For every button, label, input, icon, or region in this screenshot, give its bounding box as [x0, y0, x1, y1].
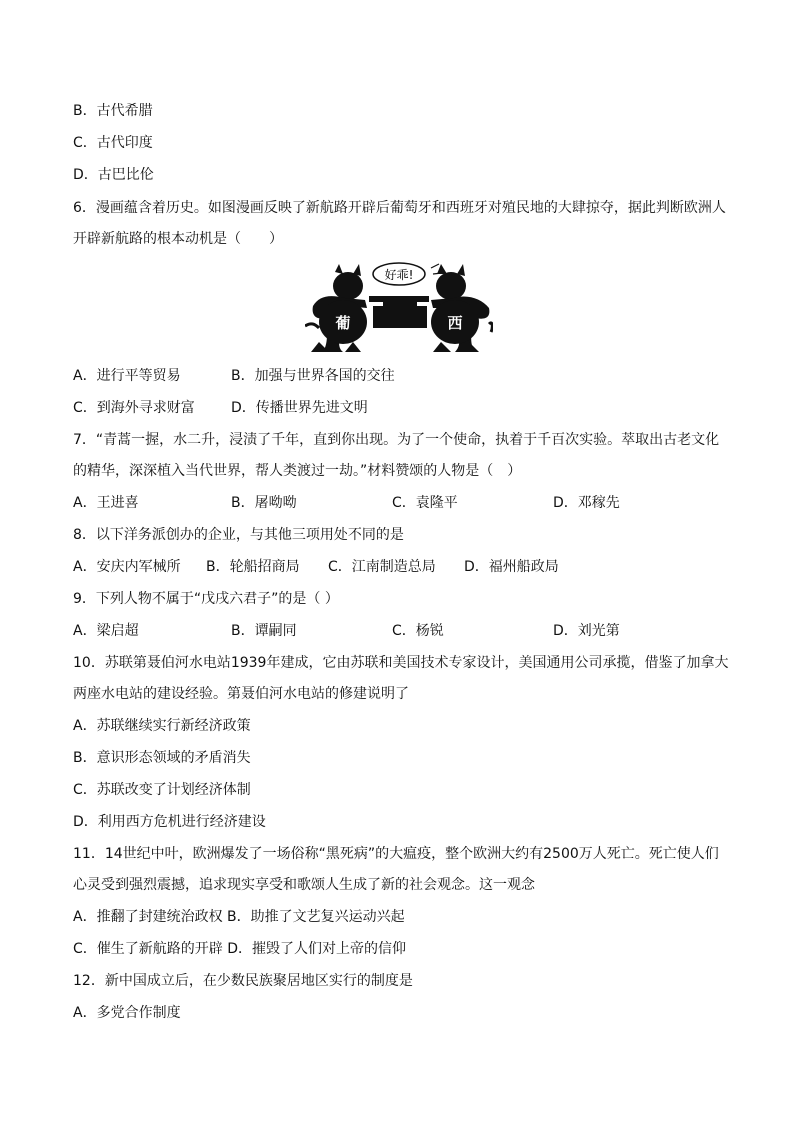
- option-b: B．意识形态领域的矛盾消失: [73, 750, 251, 766]
- question-6-options-row1: [73, 366, 733, 386]
- right-devil-figure: [431, 264, 492, 352]
- option-d: D．福州船政局: [464, 559, 559, 575]
- right-label: 西: [447, 314, 463, 332]
- option-d: D．利用西方危机进行经济建设: [73, 814, 266, 830]
- option-c: C．苏联改变了计划经济体制: [73, 782, 251, 798]
- option-b: B．屠呦呦: [231, 495, 297, 511]
- option-d: D．邓稼先: [553, 495, 620, 511]
- question-10-stem: 10．苏联第聂伯河水电站1939年建成，它由苏联和美国技术专家设计，美国通用公司承揽，借鉴了加拿大: [73, 655, 729, 671]
- option-a: A．王进喜: [73, 495, 139, 511]
- question-6-options-row2: [73, 398, 733, 418]
- option-d: D．传播世界先进文明: [231, 400, 368, 416]
- carry-pole: [369, 296, 429, 302]
- speech-text: 好乖!: [384, 268, 414, 282]
- question-6-stem-cont: 开辟新航路的根本动机是（ ）: [73, 231, 283, 247]
- left-devil-figure: [305, 264, 367, 352]
- question-7-stem: 7．“青蒿一握，水二升，浸渍了千年，直到你出现。为了一个使命，执着于千百次实验。萃取出古老文化: [73, 432, 720, 448]
- option-a: A．安庆内军械所: [73, 559, 181, 575]
- question-10-stem-cont: 两座水电站的建设经验。第聂伯河水电站的修建说明了: [73, 686, 409, 702]
- option-line: B．古代希腊: [73, 103, 153, 119]
- left-label: 葡: [335, 314, 351, 332]
- question-12-stem: 12．新中国成立后，在少数民族聚居地区实行的制度是: [73, 973, 413, 989]
- option-d: D．刘光第: [553, 623, 620, 639]
- question-8-options: [73, 557, 733, 577]
- cartoon-image: [305, 262, 493, 354]
- question-7-stem-cont: 的精华，深深植入当代世界，帮人类渡过一劫。”材料赞颂的人物是（ ）: [73, 463, 522, 479]
- question-9-options: [73, 621, 733, 641]
- option-c: C．到海外寻求财富: [73, 400, 195, 416]
- question-11-stem: 11．14世纪中叶，欧洲爆发了一场俗称“黑死病”的大瘟疫，整个欧洲大约有2500万人死亡。死亡使人们: [73, 846, 719, 862]
- question-11-options-row1: A．推翻了封建统治政权 B．助推了文艺复兴运动兴起: [73, 909, 405, 925]
- option-c: C．杨锐: [392, 623, 444, 639]
- option-b: B．加强与世界各国的交往: [231, 368, 395, 384]
- question-8-stem: 8．以下洋务派创办的企业，与其他三项用处不同的是: [73, 527, 404, 543]
- option-line: D．古巴比伦: [73, 167, 154, 183]
- question-11-options-row2: C．催生了新航路的开辟 D．摧毁了人们对上帝的信仰: [73, 941, 407, 957]
- option-a: A．进行平等贸易: [73, 368, 181, 384]
- option-a: A．苏联继续实行新经济政策: [73, 718, 251, 734]
- option-b: B．谭嗣同: [231, 623, 297, 639]
- treasure-chest: [373, 306, 427, 328]
- question-9-stem: 9．下列人物不属于“戊戌六君子”的是（ ）: [73, 591, 339, 607]
- option-c: C．袁隆平: [392, 495, 458, 511]
- question-11-stem-cont: 心灵受到强烈震撼，追求现实享受和歌颂人生成了新的社会观念。这一观念: [73, 877, 535, 893]
- option-a: A．梁启超: [73, 623, 139, 639]
- option-c: C．江南制造总局: [328, 559, 436, 575]
- option-line: C．古代印度: [73, 135, 153, 151]
- option-a: A．多党合作制度: [73, 1005, 181, 1021]
- question-7-options: [73, 493, 733, 513]
- question-6-stem: 6．漫画蕴含着历史。如图漫画反映了新航路开辟后葡萄牙和西班牙对殖民地的大肆掠夺，据此判断欧洲人: [73, 200, 726, 216]
- option-b: B．轮船招商局: [206, 559, 300, 575]
